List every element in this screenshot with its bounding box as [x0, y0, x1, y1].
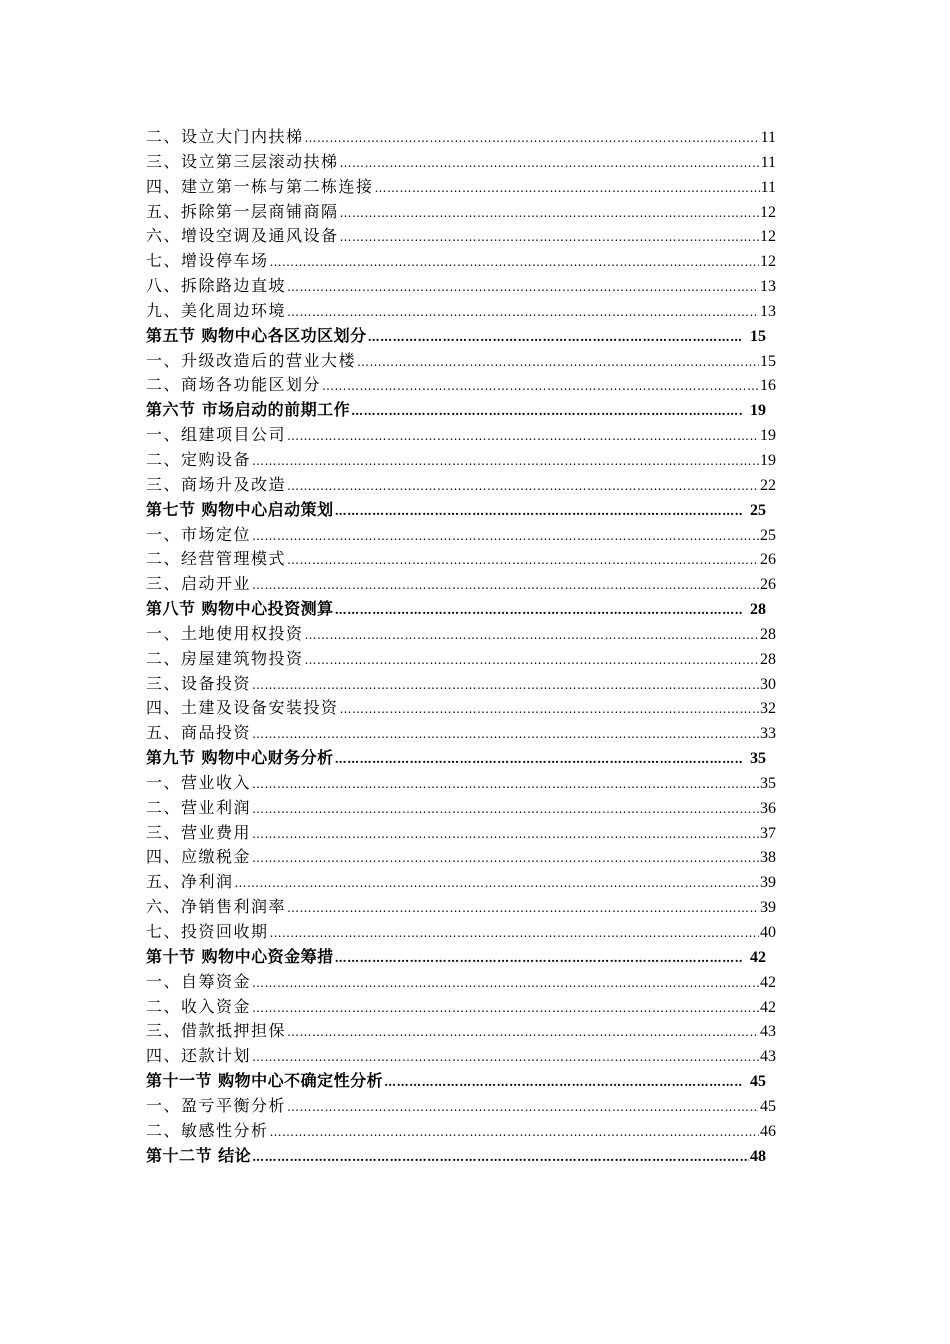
toc-page-number: 19	[750, 402, 766, 420]
toc-entry-title: 三、商场升及改造	[146, 474, 287, 494]
toc-entry-title: 四、应缴税金	[146, 847, 252, 867]
toc-dot-leader	[368, 325, 743, 350]
toc-entry-title: 二、定购设备	[146, 449, 252, 469]
toc-entry[interactable]	[146, 274, 776, 299]
toc-entry-title: 九、美化周边环境	[146, 300, 287, 320]
toc-page-number: 13	[760, 278, 776, 296]
toc-entry[interactable]	[146, 622, 776, 647]
toc-entry[interactable]	[146, 200, 776, 225]
toc-dot-leader	[270, 921, 759, 946]
toc-entry[interactable]	[146, 150, 776, 175]
toc-entry[interactable]	[146, 547, 776, 572]
toc-entry[interactable]	[146, 349, 776, 374]
toc-dot-leader	[252, 822, 759, 847]
toc-dot-leader	[287, 548, 759, 573]
toc-page-number: 22	[760, 476, 776, 494]
toc-entry-title: 二、设立大门内扶梯	[146, 127, 304, 146]
toc-dot-leader	[252, 573, 759, 598]
toc-entry-title: 第十节 购物中心资金筹措	[146, 946, 334, 966]
toc-entry[interactable]	[146, 249, 776, 274]
toc-dot-leader	[270, 1120, 759, 1145]
toc-dot-leader	[287, 896, 759, 921]
toc-dot-leader	[305, 623, 759, 648]
toc-entry-title: 第十一节 购物中心不确定性分析	[146, 1071, 384, 1091]
toc-dot-leader	[287, 1095, 759, 1120]
toc-entry-title: 三、设备投资	[146, 673, 252, 693]
toc-entry-title: 一、盈亏平衡分析	[146, 1095, 287, 1115]
toc-dot-leader	[305, 126, 760, 151]
toc-dot-leader	[252, 797, 759, 822]
toc-dot-leader	[270, 250, 759, 275]
toc-page-number: 32	[760, 700, 776, 718]
toc-section-heading[interactable]	[146, 324, 776, 349]
toc-section-heading[interactable]	[146, 498, 776, 523]
toc-page-number: 48	[750, 1147, 766, 1165]
toc-dot-leader	[252, 996, 759, 1021]
toc-entry[interactable]	[146, 473, 776, 498]
toc-entry[interactable]	[146, 771, 776, 796]
toc-dot-leader	[357, 350, 759, 375]
toc-entry-title: 二、收入资金	[146, 996, 252, 1016]
toc-entry-title: 二、经营管理模式	[146, 549, 287, 569]
toc-entry-title: 一、自筹资金	[146, 971, 252, 991]
toc-page-number: 12	[760, 253, 776, 271]
toc-section-heading[interactable]	[146, 1144, 776, 1169]
toc-entry[interactable]	[146, 1094, 776, 1119]
toc-page-number: 28	[760, 650, 776, 668]
toc-dot-leader	[351, 399, 743, 424]
toc-entry[interactable]	[146, 721, 776, 746]
toc-entry[interactable]	[146, 299, 776, 324]
toc-page-number: 15	[750, 327, 766, 345]
toc-entry-title: 三、借款抵押担保	[146, 1021, 287, 1041]
toc-entry[interactable]	[146, 448, 776, 473]
toc-entry-title: 六、净销售利润率	[146, 897, 287, 917]
toc-entry[interactable]	[146, 870, 776, 895]
toc-entry-title: 第六节 市场启动的前期工作	[146, 400, 351, 420]
toc-page-number: 25	[760, 526, 776, 544]
toc-entry-title: 一、升级改造后的营业大楼	[146, 350, 357, 370]
toc-page-number: 42	[760, 973, 776, 991]
toc-entry[interactable]	[146, 995, 776, 1020]
toc-entry-title: 六、增设空调及通风设备	[146, 226, 339, 246]
toc-entry[interactable]	[146, 696, 776, 721]
toc-dot-leader	[287, 474, 759, 499]
toc-entry[interactable]	[146, 224, 776, 249]
toc-page-number: 11	[760, 153, 776, 171]
toc-entry-title: 第十二节 结论	[146, 1145, 252, 1165]
toc-dot-leader	[287, 300, 759, 325]
toc-entry[interactable]	[146, 1019, 776, 1044]
toc-section-heading[interactable]	[146, 1069, 776, 1094]
toc-dot-leader	[340, 697, 759, 722]
toc-page-number: 37	[760, 824, 776, 842]
toc-entry-title: 五、净利润	[146, 872, 234, 892]
toc-dot-leader	[252, 524, 759, 549]
toc-entry[interactable]	[146, 970, 776, 995]
toc-entry-title: 二、营业利润	[146, 797, 252, 817]
toc-entry-title: 二、房屋建筑物投资	[146, 648, 304, 668]
toc-entry-title: 五、商品投资	[146, 723, 252, 743]
toc-dot-leader	[252, 722, 759, 747]
toc-entry-title: 一、土地使用权投资	[146, 623, 304, 643]
toc-page-number: 45	[750, 1073, 766, 1091]
toc-page-number: 13	[760, 302, 776, 320]
toc-dot-leader	[340, 225, 759, 250]
toc-entry[interactable]	[146, 423, 776, 448]
toc-dot-leader	[252, 1145, 749, 1170]
toc-dot-leader	[335, 747, 743, 772]
toc-dot-leader	[252, 971, 759, 996]
toc-entry[interactable]	[146, 821, 776, 846]
toc-entry-title: 四、土建及设备安装投资	[146, 698, 339, 718]
toc-entry-title: 一、组建项目公司	[146, 425, 287, 445]
toc-page-number: 46	[760, 1122, 776, 1140]
toc-entry[interactable]	[146, 175, 776, 200]
toc-entry[interactable]	[146, 523, 776, 548]
toc-entry[interactable]	[146, 895, 776, 920]
toc-entry[interactable]	[146, 672, 776, 697]
toc-entry[interactable]	[146, 1044, 776, 1069]
toc-entry-title: 二、商场各功能区划分	[146, 375, 322, 395]
toc-dot-leader	[322, 374, 759, 399]
toc-entry-title: 四、建立第一栋与第二栋连接	[146, 176, 374, 196]
toc-entry[interactable]	[146, 373, 776, 398]
toc-page-number: 39	[760, 874, 776, 892]
toc-entry-title: 八、拆除路边直坡	[146, 276, 287, 296]
toc-dot-leader	[252, 1045, 759, 1070]
toc-section-heading[interactable]	[146, 945, 776, 970]
toc-dot-leader	[252, 846, 759, 871]
toc-page-number: 35	[750, 750, 766, 768]
toc-page-number: 42	[760, 998, 776, 1016]
toc-dot-leader	[252, 449, 759, 474]
toc-page-number: 28	[750, 601, 766, 619]
toc-entry[interactable]	[146, 1119, 776, 1144]
toc-dot-leader	[335, 598, 743, 623]
toc-page-number: 43	[760, 1048, 776, 1066]
table-of-contents	[146, 125, 776, 1168]
toc-entry[interactable]	[146, 125, 776, 150]
toc-dot-leader	[235, 871, 759, 896]
toc-entry-title: 第九节 购物中心财务分析	[146, 748, 334, 768]
toc-entry-title: 五、拆除第一层商铺商隔	[146, 201, 339, 221]
toc-dot-leader	[305, 648, 759, 673]
toc-page-number: 36	[760, 799, 776, 817]
toc-page-number: 15	[760, 352, 776, 370]
toc-page-number: 43	[760, 1023, 776, 1041]
toc-page-number: 28	[760, 625, 776, 643]
toc-section-heading[interactable]	[146, 398, 776, 423]
toc-page-number: 45	[760, 1097, 776, 1115]
toc-page-number: 25	[750, 501, 766, 519]
toc-page-number: 39	[760, 899, 776, 917]
toc-entry-title: 第七节 购物中心启动策划	[146, 499, 334, 519]
toc-page-number: 16	[760, 377, 776, 395]
toc-dot-leader	[252, 772, 759, 797]
toc-entry-title: 四、还款计划	[146, 1046, 252, 1066]
toc-page-number: 40	[760, 924, 776, 941]
toc-entry[interactable]	[146, 572, 776, 597]
toc-entry-title: 七、投资回收期	[146, 922, 269, 941]
toc-section-heading[interactable]	[146, 746, 776, 771]
toc-entry-title: 第五节 购物中心各区功区划分	[146, 325, 367, 345]
toc-page-number: 33	[760, 725, 776, 743]
toc-dot-leader	[287, 275, 759, 300]
toc-entry-title: 一、营业收入	[146, 772, 252, 792]
toc-page-number: 11	[760, 178, 776, 196]
toc-dot-leader	[252, 673, 759, 698]
toc-page-number: 11	[760, 129, 776, 146]
toc-entry[interactable]	[146, 920, 776, 945]
toc-entry-title: 第八节 购物中心投资测算	[146, 599, 334, 619]
toc-entry[interactable]	[146, 796, 776, 821]
toc-dot-leader	[287, 1020, 759, 1045]
toc-dot-leader	[384, 1070, 743, 1095]
toc-page-number: 30	[760, 675, 776, 693]
toc-entry-title: 三、营业费用	[146, 822, 252, 842]
toc-page-number: 38	[760, 849, 776, 867]
toc-page-number: 26	[760, 551, 776, 569]
toc-dot-leader	[340, 151, 760, 176]
toc-dot-leader	[340, 201, 759, 226]
toc-section-heading[interactable]	[146, 597, 776, 622]
toc-entry[interactable]	[146, 845, 776, 870]
toc-dot-leader	[375, 176, 760, 201]
toc-page-number: 42	[750, 948, 766, 966]
toc-page-number: 19	[760, 427, 776, 445]
toc-page-number: 12	[760, 228, 776, 246]
toc-dot-leader	[335, 946, 743, 971]
toc-page-number: 26	[760, 576, 776, 594]
toc-entry[interactable]	[146, 647, 776, 672]
toc-page-number: 35	[760, 774, 776, 792]
toc-page-number: 19	[760, 451, 776, 469]
toc-entry-title: 一、市场定位	[146, 524, 252, 544]
toc-entry-title: 二、敏感性分析	[146, 1120, 269, 1140]
toc-dot-leader	[335, 499, 743, 524]
toc-page-number: 12	[760, 203, 776, 221]
toc-entry-title: 三、设立第三层滚动扶梯	[146, 151, 339, 171]
toc-dot-leader	[287, 424, 759, 449]
toc-entry-title: 七、增设停车场	[146, 251, 269, 271]
toc-entry-title: 三、启动开业	[146, 574, 252, 594]
